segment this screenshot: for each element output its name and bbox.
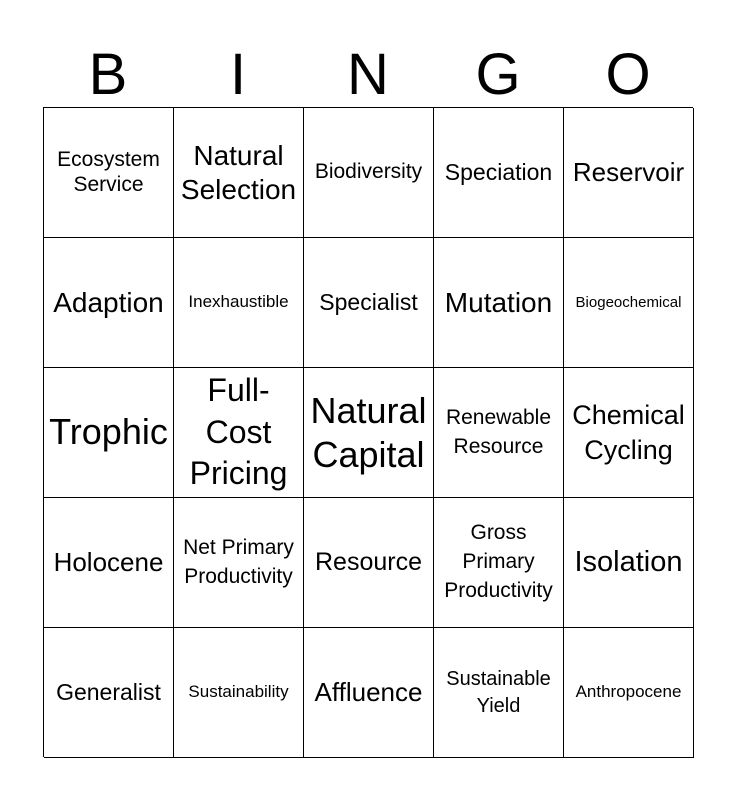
bingo-cell[interactable]: Natural Capital (304, 368, 434, 498)
header-letter-n: N (347, 42, 389, 107)
bingo-cell[interactable]: Sustainability (174, 628, 304, 758)
bingo-cell[interactable]: Affluence (304, 628, 434, 758)
bingo-cell[interactable]: Resource (304, 498, 434, 628)
bingo-cell[interactable]: Specialist (304, 238, 434, 368)
bingo-board (43, 107, 693, 757)
bingo-cell[interactable]: Holocene (44, 498, 174, 628)
bingo-cell[interactable]: Natural Selection (174, 108, 304, 238)
bingo-cell[interactable]: Inexhaustible (174, 238, 304, 368)
header-letter-b: B (88, 42, 128, 107)
bingo-cell[interactable]: Adaption (44, 238, 174, 368)
header-letter-o: O (605, 42, 651, 107)
bingo-cell[interactable]: Trophic (44, 368, 174, 498)
bingo-cell[interactable]: Speciation (434, 108, 564, 238)
bingo-cell[interactable]: Generalist (44, 628, 174, 758)
header-letter-i: I (229, 42, 247, 107)
bingo-header (43, 42, 693, 108)
bingo-cell[interactable]: Full-Cost Pricing (174, 368, 304, 498)
bingo-cell[interactable]: Isolation (564, 498, 694, 628)
bingo-cell[interactable]: Gross Primary Productivity (434, 498, 564, 628)
bingo-cell[interactable]: Chemical Cycling (564, 368, 694, 498)
bingo-cell[interactable]: Ecosystem Service (44, 108, 174, 238)
bingo-cell[interactable]: Mutation (434, 238, 564, 368)
bingo-cell[interactable]: Renewable Resource (434, 368, 564, 498)
bingo-cell[interactable]: Biodiversity (304, 108, 434, 238)
bingo-cell[interactable]: Sustainable Yield (434, 628, 564, 758)
bingo-cell[interactable]: Biogeochemical (564, 238, 694, 368)
bingo-cell[interactable]: Net Primary Productivity (174, 498, 304, 628)
header-letter-g: G (475, 42, 521, 107)
bingo-cell[interactable]: Reservoir (564, 108, 694, 238)
bingo-cell[interactable]: Anthropocene (564, 628, 694, 758)
